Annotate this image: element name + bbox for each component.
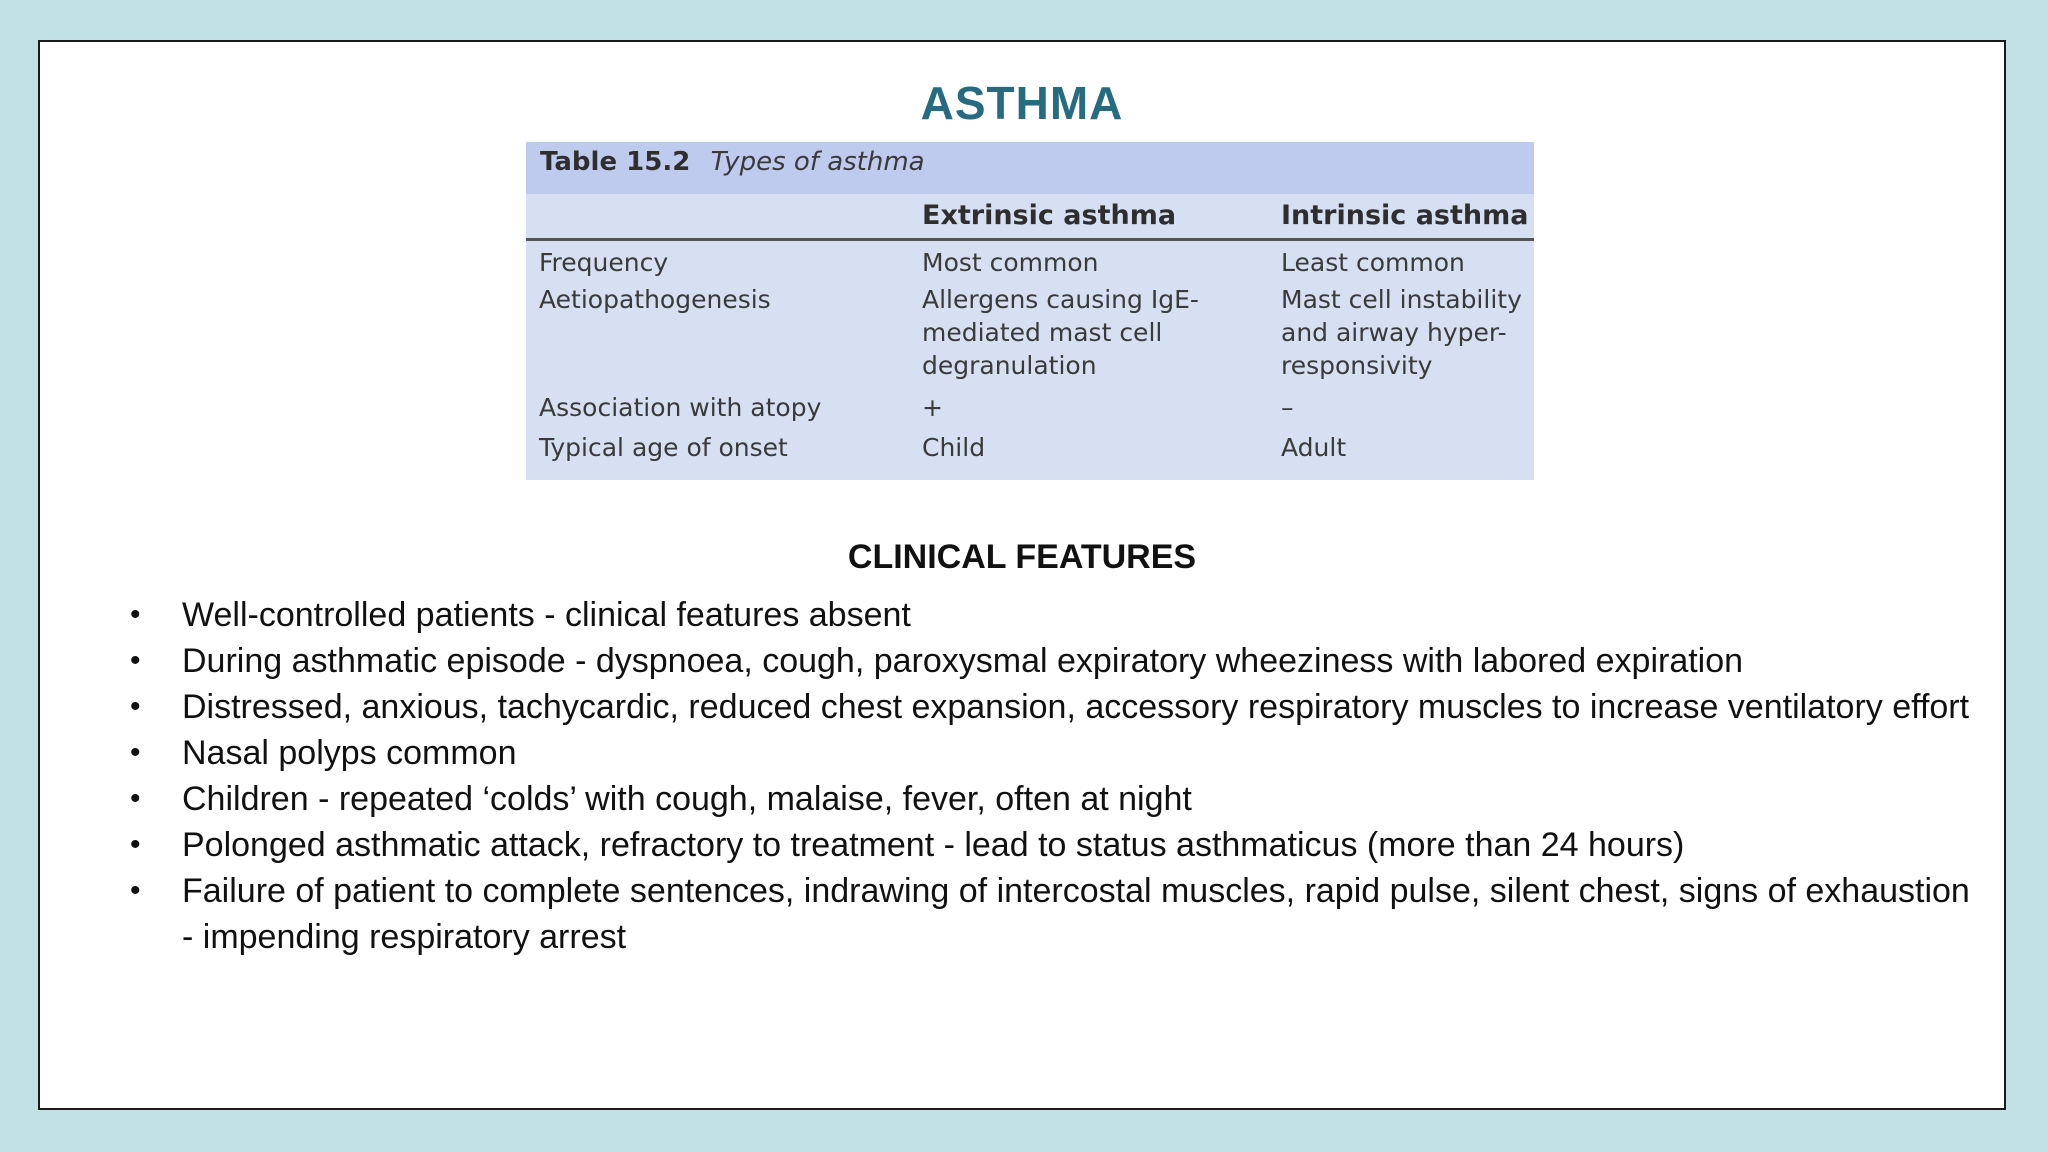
table-row xyxy=(526,431,1534,471)
table-cell: Least common xyxy=(1281,248,1465,277)
bullet-icon: • xyxy=(130,828,141,861)
table-cell: Aetiopathogenesis xyxy=(539,285,771,314)
list-item-text: During asthmatic episode - dyspnoea, cough, paroxysmal expiratory wheeziness with labored expiration xyxy=(182,642,1744,680)
list-item xyxy=(90,684,1970,730)
bullet-icon: • xyxy=(130,690,141,723)
table-cell: Frequency xyxy=(539,248,669,277)
bullet-icon: • xyxy=(130,644,141,677)
list-item xyxy=(90,822,1970,868)
table-header-intrinsic: Intrinsic asthma xyxy=(1281,200,1529,231)
table-cell: Mast cell instability and airway hyper- responsivity xyxy=(1281,285,1522,380)
list-item xyxy=(90,868,1970,960)
list-item-text: Well-controlled patients - clinical features absent xyxy=(182,596,911,634)
types-of-asthma-table xyxy=(526,142,1534,480)
list-item-text: Children - repeated ‘colds’ with cough, malaise, fever, often at night xyxy=(182,780,1192,818)
bullet-icon: • xyxy=(130,598,141,631)
bullet-icon: • xyxy=(130,874,141,907)
clinical-features-list xyxy=(90,592,1970,960)
slide xyxy=(38,40,2006,1110)
table-caption-title: Types of asthma xyxy=(710,147,925,177)
table-cell: Allergens causing IgE- mediated mast cell degranulation xyxy=(922,285,1199,380)
table-row xyxy=(526,283,1534,391)
table-caption-number: Table 15.2 xyxy=(540,147,691,177)
table-cell: – xyxy=(1281,393,1294,422)
table-row xyxy=(526,241,1534,283)
list-item xyxy=(90,776,1970,822)
list-item-text: Distressed, anxious, tachycardic, reduced chest expansion, accessory respiratory muscles to increase ventilatory effort xyxy=(182,688,1970,726)
table-header-row xyxy=(526,194,1534,241)
table-cell: Most common xyxy=(922,248,1099,277)
list-item xyxy=(90,592,1970,638)
bullet-icon: • xyxy=(130,736,141,769)
table-cell: Child xyxy=(922,433,986,462)
table-cell: Typical age of onset xyxy=(539,433,788,462)
list-item-text: Failure of patient to complete sentences, indrawing of intercostal muscles, rapid pulse, silent chest, signs of exhaustion - impending respiratory arrest xyxy=(182,872,1970,956)
slide-title: ASTHMA xyxy=(920,77,1124,129)
table-row xyxy=(526,391,1534,431)
list-item xyxy=(90,730,1970,776)
list-item-text: Nasal polyps common xyxy=(182,734,517,772)
table-grid xyxy=(526,194,1534,471)
table-header-extrinsic: Extrinsic asthma xyxy=(922,200,1177,231)
table-cell: Adult xyxy=(1281,433,1347,462)
table-cell: Association with atopy xyxy=(539,393,822,422)
list-item xyxy=(90,638,1970,684)
list-item-text: Polonged asthmatic attack, refractory to treatment - lead to status asthmaticus (more than 24 hours) xyxy=(182,826,1685,864)
bullet-icon: • xyxy=(130,782,141,815)
table-cell: + xyxy=(922,393,943,422)
clinical-features-heading: CLINICAL FEATURES xyxy=(847,538,1197,576)
table-caption xyxy=(526,142,1534,194)
